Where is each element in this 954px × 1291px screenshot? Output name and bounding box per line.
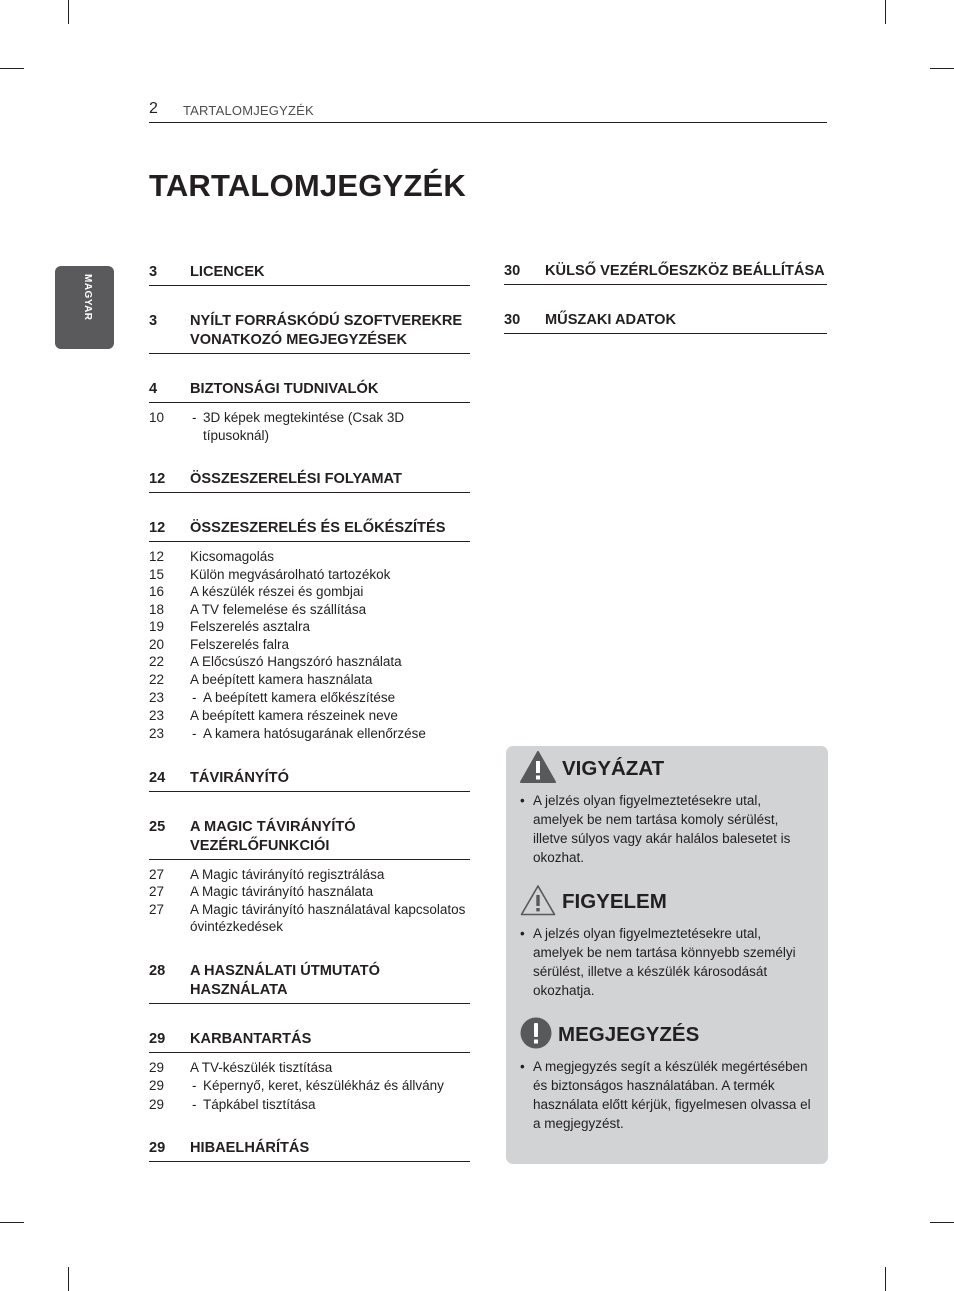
toc-section-page: 25 bbox=[149, 818, 166, 835]
toc-section-title: BIZTONSÁGI TUDNIVALÓK bbox=[190, 381, 379, 397]
toc-section-title: ÖSSZESZERELÉSI FOLYAMAT bbox=[190, 471, 402, 487]
toc-section-title: KARBANTARTÁS bbox=[190, 1030, 312, 1047]
notice-title: VIGYÁZAT bbox=[562, 757, 665, 780]
toc-section-title: A HASZNÁLATI ÚTMUTATÓ HASZNÁLATA bbox=[190, 962, 380, 998]
toc-subentries bbox=[149, 1059, 470, 1114]
toc-subentry-page: 27 bbox=[149, 866, 165, 882]
toc-subentry bbox=[149, 1059, 470, 1077]
toc-section-title: ÖSSZESZERELÉS ÉS ELŐKÉSZÍTÉS bbox=[190, 520, 446, 536]
toc-section bbox=[149, 1139, 470, 1162]
toc-subentry bbox=[149, 583, 470, 601]
toc-subentry-page: 19 bbox=[149, 619, 165, 634]
warning-outline-icon bbox=[520, 884, 556, 921]
toc-subentry bbox=[149, 618, 470, 636]
toc-subentry-page: 18 bbox=[149, 601, 165, 617]
crop-mark bbox=[0, 68, 24, 69]
toc-section bbox=[149, 312, 470, 354]
toc-subentry-page: 16 bbox=[149, 584, 165, 599]
exclamation-circle-icon bbox=[520, 1017, 552, 1054]
toc-section-page: 12 bbox=[149, 520, 166, 536]
toc-subentry bbox=[149, 707, 470, 725]
toc-subentry-page: 27 bbox=[149, 884, 165, 899]
toc-section-page: 4 bbox=[149, 381, 158, 397]
toc-section-title: MŰSZAKI ADATOK bbox=[545, 312, 677, 328]
toc-section bbox=[149, 263, 470, 286]
toc-subentry bbox=[149, 653, 470, 671]
notice-note bbox=[520, 1018, 814, 1133]
toc-subentry bbox=[149, 866, 470, 884]
toc-section bbox=[149, 519, 470, 542]
toc-subentry bbox=[149, 725, 470, 743]
crop-mark bbox=[930, 1222, 954, 1223]
crop-mark bbox=[930, 68, 954, 69]
toc-subentry-title: A Magic távirányító használatával kapcsolatos óvintézkedések bbox=[190, 901, 466, 934]
toc-subentry-page: 23 bbox=[149, 690, 165, 705]
toc-section bbox=[149, 1030, 470, 1053]
toc-subentry-title: A Magic távirányító regisztrálása bbox=[190, 866, 385, 882]
toc-subentry-page: 20 bbox=[149, 636, 165, 652]
toc-subentry-page: 22 bbox=[149, 654, 165, 669]
toc-subentries bbox=[149, 409, 470, 444]
toc-subentry-title: A készülék részei és gombjai bbox=[190, 584, 364, 599]
toc-subentry-page: 29 bbox=[149, 1059, 165, 1075]
toc-subentry bbox=[149, 883, 470, 901]
notice-text: A megjegyzés segít a készülék megértésében és biztonságos használatában. A termék használata előtt kérjük, figyelmesen olvassa el a megjegyzést. bbox=[533, 1059, 811, 1131]
toc-subentry-title: Felszerelés asztalra bbox=[190, 619, 311, 634]
toc-section-page: 29 bbox=[149, 1140, 166, 1156]
toc-subentry-page: 22 bbox=[149, 671, 165, 687]
toc-subentry-title: A TV-készülék tisztítása bbox=[190, 1059, 333, 1075]
toc-section bbox=[149, 769, 470, 792]
toc-subentry-title: A beépített kamera részeinek neve bbox=[190, 707, 398, 723]
toc-subentry-title: Képernyő, keret, készülékház és állvány bbox=[203, 1078, 444, 1093]
toc-subentry-title: Külön megvásárolható tartozékok bbox=[190, 566, 391, 582]
toc-subentry-title: Tápkábel tisztítása bbox=[203, 1096, 316, 1112]
toc-section-page: 12 bbox=[149, 471, 166, 487]
notice-title: FIGYELEM bbox=[562, 890, 667, 913]
toc-section bbox=[149, 818, 470, 860]
warning-filled-icon bbox=[520, 751, 556, 788]
toc-subentry-dash: - bbox=[192, 690, 197, 705]
bullet: • bbox=[520, 1059, 525, 1074]
toc-subentry-dash: - bbox=[192, 1078, 197, 1093]
toc-subentry-title: A TV felemelése és szállítása bbox=[190, 601, 367, 617]
toc-subentry-title: A Magic távirányító használata bbox=[190, 884, 374, 899]
toc-subentry bbox=[149, 636, 470, 654]
toc-section-title: LICENCEK bbox=[190, 264, 265, 280]
toc-section-page: 3 bbox=[149, 264, 158, 280]
toc-subentry bbox=[149, 548, 470, 566]
toc-subentry-page: 23 bbox=[149, 707, 165, 723]
toc-section bbox=[149, 470, 470, 493]
toc-subentry bbox=[149, 1096, 470, 1114]
toc-subentry bbox=[149, 671, 470, 689]
toc-subentries bbox=[149, 548, 470, 743]
toc-subentry-dash: - bbox=[192, 1096, 197, 1112]
crop-mark bbox=[885, 0, 886, 24]
toc-section-title: NYÍLT FORRÁSKÓDÚ SZOFTVEREKRE VONATKOZÓ MEGJEGYZÉSEK bbox=[190, 313, 463, 348]
toc-subentry bbox=[149, 689, 470, 707]
notice-title: MEGJEGYZÉS bbox=[558, 1023, 700, 1046]
page-number: 2 bbox=[149, 100, 158, 117]
toc-subentry-title: 3D képek megtekintése (Csak 3D típusoknál) bbox=[203, 410, 405, 443]
toc-subentries bbox=[149, 866, 470, 936]
crop-mark bbox=[68, 1267, 69, 1291]
bullet: • bbox=[520, 793, 525, 808]
toc-subentry-page: 23 bbox=[149, 726, 165, 741]
toc-subentry-page: 15 bbox=[149, 566, 165, 582]
toc-section-page: 28 bbox=[149, 962, 166, 979]
toc-subentry-title: A Előcsúszó Hangszóró használata bbox=[190, 654, 402, 669]
crop-mark bbox=[68, 0, 69, 24]
toc-section-page: 29 bbox=[149, 1030, 166, 1047]
toc-section-title: A MAGIC TÁVIRÁNYÍTÓ VEZÉRLŐFUNKCIÓI bbox=[190, 818, 356, 854]
toc-section-title: HIBAELHÁRÍTÁS bbox=[190, 1140, 310, 1156]
toc-section-title: KÜLSŐ VEZÉRLŐESZKÖZ BEÁLLÍTÁSA bbox=[545, 263, 825, 279]
toc-subentry bbox=[149, 601, 470, 619]
language-side-tab bbox=[55, 266, 114, 349]
toc-subentry-title: A beépített kamera használata bbox=[190, 671, 373, 687]
toc-subentry-page: 10 bbox=[149, 410, 165, 425]
toc-left-column bbox=[149, 263, 470, 1162]
toc-section bbox=[149, 962, 470, 1004]
header-label: TARTALOMJEGYZÉK bbox=[183, 103, 314, 118]
page-header bbox=[149, 100, 827, 123]
crop-mark bbox=[0, 1222, 24, 1223]
toc-right-column bbox=[504, 262, 827, 334]
toc-subentry-dash: - bbox=[192, 726, 197, 741]
side-tab-label: MAGYAR bbox=[82, 274, 93, 321]
toc-subentry bbox=[149, 1077, 470, 1095]
toc-subentry-dash: - bbox=[192, 410, 197, 425]
toc-subentry-title: A kamera hatósugarának ellenőrzése bbox=[203, 726, 426, 741]
toc-subentry bbox=[149, 409, 470, 444]
notice-caution bbox=[520, 752, 814, 867]
toc-section bbox=[504, 311, 827, 334]
toc-subentry-title: A beépített kamera előkészítése bbox=[203, 690, 396, 705]
toc-subentry-page: 29 bbox=[149, 1096, 165, 1112]
toc-subentry-page: 27 bbox=[149, 901, 165, 917]
crop-mark bbox=[885, 1267, 886, 1291]
notice-box bbox=[506, 746, 828, 1164]
bullet: • bbox=[520, 926, 525, 941]
notice-text: A jelzés olyan figyelmeztetésekre utal, amelyek be nem tartása könnyebb személyi sérülést, illetve a készülék károsodását okozhatja. bbox=[533, 926, 796, 998]
toc-section-page: 30 bbox=[504, 312, 521, 328]
notice-warning bbox=[520, 885, 814, 1000]
toc-subentry-title: Kicsomagolás bbox=[190, 549, 275, 564]
toc-section bbox=[149, 380, 470, 403]
toc-subentry bbox=[149, 901, 470, 936]
notice-text: A jelzés olyan figyelmeztetésekre utal, amelyek be nem tartása komoly sérülést, illetve súlyos vagy akár halálos balesetet is okozhat. bbox=[533, 793, 791, 865]
toc-section bbox=[504, 262, 827, 285]
toc-subentry-page: 29 bbox=[149, 1078, 165, 1093]
toc-subentry-page: 12 bbox=[149, 549, 165, 564]
toc-section-page: 3 bbox=[149, 313, 158, 329]
toc-section-page: 24 bbox=[149, 769, 166, 786]
page-title: TARTALOMJEGYZÉK bbox=[149, 168, 467, 203]
toc-section-page: 30 bbox=[504, 263, 521, 279]
toc-subentry-title: Felszerelés falra bbox=[190, 636, 290, 652]
toc-subentry bbox=[149, 566, 470, 584]
toc-section-title: TÁVIRÁNYÍTÓ bbox=[190, 769, 289, 786]
